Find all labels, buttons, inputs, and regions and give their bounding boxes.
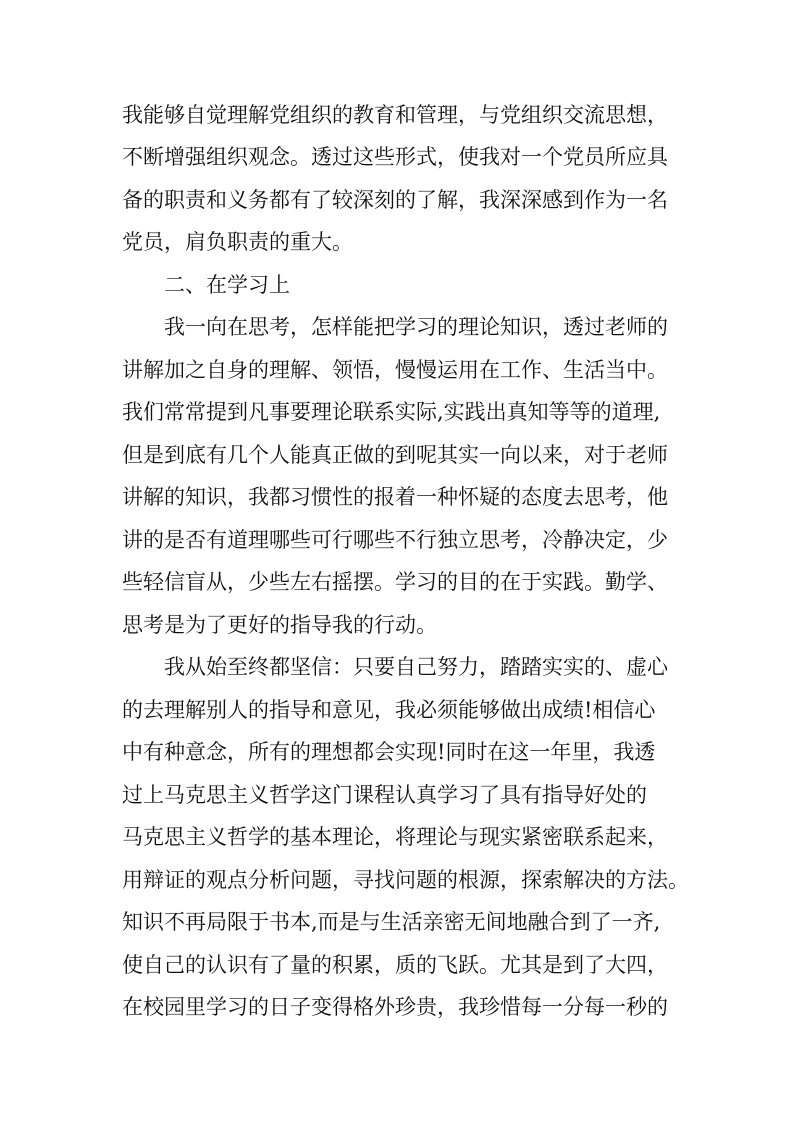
text-line: 不断增强组织观念。透过这些形式，使我对一个党员所应具: [122, 145, 668, 169]
text-line: 备的职责和义务都有了较深刻的了解，我深深感到作为一名: [122, 188, 668, 212]
text-line: 讲的是否有道理哪些可行哪些不行独立思考，冷静决定，少: [122, 528, 668, 552]
text-line: 马克思主义哲学的基本理论，将理论与现实紧密联系起来，: [122, 825, 668, 849]
text-line: 我从始至终都坚信：只要自己努力，踏踏实实的、虚心: [164, 655, 668, 679]
text-line: 我们常常提到凡事要理论联系实际,实践出真知等等的道理,: [122, 400, 661, 424]
text-line: 在校园里学习的日子变得格外珍贵，我珍惜每一分每一秒的: [122, 995, 668, 1019]
text-line: 用辩证的观点分析问题，寻找问题的根源，探索解决的方法。: [122, 868, 689, 892]
text-line: 但是到底有几个人能真正做的到呢其实一向以来，对于老师: [122, 443, 668, 467]
text-line: 中有种意念，所有的理想都会实现!同时在这一年里，我透: [122, 740, 656, 764]
text-line: 我能够自觉理解党组织的教育和管理，与党组织交流思想，: [122, 103, 668, 127]
text-line: 知识不再局限于书本,而是与生活亲密无间地融合到了一齐,: [122, 910, 661, 934]
section-heading: 二、在学习上: [164, 273, 290, 297]
text-line: 些轻信盲从，少些左右摇摆。学习的目的在于实践。勤学、: [122, 570, 668, 594]
text-line: 讲解的知识，我都习惯性的报着一种怀疑的态度去思考，他: [122, 485, 668, 509]
text-line: 过上马克思主义哲学这门课程认真学习了具有指导好处的: [122, 783, 647, 807]
text-line: 我一向在思考，怎样能把学习的理论知识，透过老师的: [164, 315, 668, 339]
text-line: 思考是为了更好的指导我的行动。: [122, 613, 437, 637]
text-line: 的去理解别人的指导和意见，我必须能够做出成绩!相信心: [122, 698, 656, 722]
text-line: 使自己的认识有了量的积累，质的飞跃。尤其是到了大四，: [122, 953, 668, 977]
text-line: 讲解加之自身的理解、领悟，慢慢运用在工作、生活当中。: [122, 358, 668, 382]
text-line: 党员，肩负职责的重大。: [122, 230, 353, 254]
